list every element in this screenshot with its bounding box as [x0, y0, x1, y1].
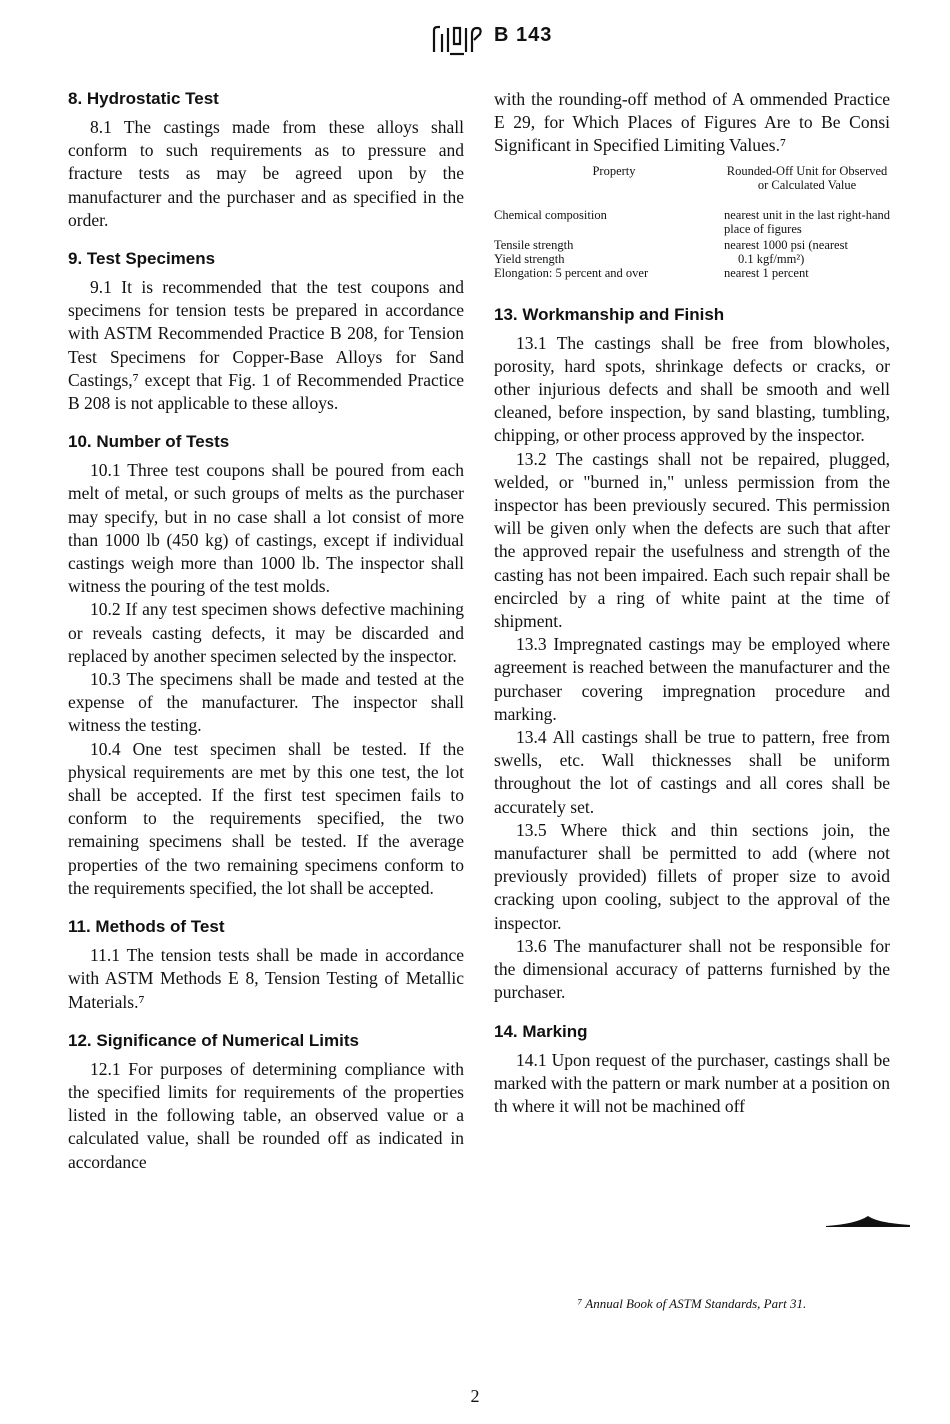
paragraph-13-2: 13.2 The castings shall not be repaired, plugged, welded, or "burned in," unless permission from the inspector has been previously secured. This permission will be given only when the defects are such that after the approved repair the usefulness and strength of the casting has not been impaired. Each such repair shall be encircled by a ring of white paint at the time of shipment.	[494, 448, 890, 632]
paragraph-13-4: 13.4 All castings shall be true to pattern, free from swells, etc. Wall thicknesses shall be uniform throughout the lot of castings and all cores shall be accurately set.	[494, 727, 890, 817]
table-header	[494, 164, 890, 192]
paragraph-10-1: 10.1 Three test coupons shall be poured from each melt of metal, or such groups of melts as the purchaser may specify, but in no case shall a lot consist of more than 1000 lb (450 kg) of castings, except if individual castings weigh more than 1000 lb. The inspector shall witness the pouring of the test molds.	[68, 460, 464, 597]
section-10-heading: 10. Number of Tests	[68, 432, 230, 452]
section-9-heading: 9. Test Specimens	[68, 249, 216, 269]
paragraph-13-1: 13.1 The castings shall be free from blowholes, porosity, hard spots, shrinkage defects or cracks, or other injurious defects and shall be smooth and well cleaned, before inspection, by sand blasting, tumbling, chipping, or other process approved by the inspector.	[494, 332, 890, 446]
astm-logo	[430, 24, 484, 56]
paragraph-13-5: 13.5 Where thick and thin sections join, the manufacturer shall be permitted to add (where not previously provided) fillets of proper size to avoid cracking upon cooling, subject to the approval of the inspector.	[494, 819, 890, 933]
paragraph-13-3: 13.3 Impregnated castings may be employed where agreement is reached between the manufacturer and the purchaser covering impregnation procedure and marking.	[494, 634, 890, 724]
table-header-property: Property	[592, 163, 636, 178]
paragraph-12-1-continued: with the rounding-off method of A ommended Practice E 29, for Which Places of Figures Are to Be Consi Significant in Specified Limiting Values.⁷	[494, 89, 890, 156]
section-12-heading: 12. Significance of Numerical Limits	[68, 1030, 359, 1050]
table-row	[494, 266, 890, 280]
table-cell-property: Elongation: 5 percent and over	[494, 265, 649, 280]
section-8-heading: 8. Hydrostatic Test	[68, 89, 219, 108]
table-row	[494, 252, 890, 266]
document-code: B 143	[494, 24, 553, 46]
table-header-unit: Rounded-Off Unit for Observed or Calculated Value	[726, 163, 888, 192]
table-row	[494, 208, 890, 236]
paragraph-9-1: 9.1 It is recommended that the test coupons and specimens for tension tests be prepared in accordance with ASTM Recommended Practice B 208, for Tension Test Specimens for Copper-Base Alloys for Sand Castings,⁷ except that Fig. 1 of Recommended Practice B 208 is not applicable to these alloys.	[68, 277, 464, 414]
left-column	[68, 88, 464, 1174]
paragraph-14-1: 14.1 Upon request of the purchaser, castings shall be marked with the pattern or mark number at a position on th where it will not be machined off	[494, 1049, 890, 1116]
table-cell-property: Tensile strength	[494, 237, 574, 252]
rounding-table	[494, 164, 890, 280]
scan-smudge-decoration	[826, 1214, 910, 1228]
table-cell-unit: nearest 1000 psi (nearest	[724, 237, 848, 252]
table-cell-unit: nearest 1 percent	[724, 265, 809, 280]
page-number: 2	[470, 1386, 480, 1406]
section-11-heading: 11. Methods of Test	[68, 917, 225, 937]
table-cell-unit: nearest unit in the last right-hand place of figures	[724, 207, 890, 236]
right-column	[494, 88, 890, 1118]
paragraph-10-2: 10.2 If any test specimen shows defective machining or reveals casting defects, it may be discarded and replaced by another specimen selected by the inspector.	[68, 599, 464, 666]
paragraph-11-1: 11.1 The tension tests shall be made in accordance with ASTM Methods E 8, Tension Testing of Metallic Materials.⁷	[68, 945, 464, 1012]
paragraph-10-4: 10.4 One test specimen shall be tested. If the physical requirements are met by this one test, the lot shall be accepted. If the first test specimen fails to conform to the requirements specified, the two remaining specimens shall be tested. If the average properties of the two remaining specimens conform to the requirements specified, the lot shall be accepted.	[68, 738, 464, 898]
page-header	[0, 18, 950, 62]
section-14-heading: 14. Marking	[494, 1021, 588, 1041]
table-row	[494, 238, 890, 252]
table-cell-unit: 0.1 kgf/mm²)	[738, 251, 805, 266]
footnote: ⁷ Annual Book of ASTM Standards, Part 31.	[577, 1296, 807, 1311]
table-cell-property: Yield strength	[494, 251, 565, 266]
paragraph-8-1: 8.1 The castings made from these alloys shall conform to such requirements as to pressure and fracture tests as may be agreed upon by the manufacturer and the purchaser and as specified in the order.	[68, 117, 464, 230]
paragraph-10-3: 10.3 The specimens shall be made and tested at the expense of the manufacturer. The inspector shall witness the testing.	[68, 669, 464, 736]
section-13-heading: 13. Workmanship and Finish	[494, 304, 725, 324]
paragraph-12-1: 12.1 For purposes of determining compliance with the specified limits for requirements of the properties listed in the following table, an observed value or a calculated value, shall be rounded off as indicated in accordance	[68, 1058, 464, 1172]
table-cell-property: Chemical composition	[494, 207, 607, 222]
paragraph-13-6: 13.6 The manufacturer shall not be responsible for the dimensional accuracy of patterns furnished by the purchaser.	[494, 935, 890, 1003]
